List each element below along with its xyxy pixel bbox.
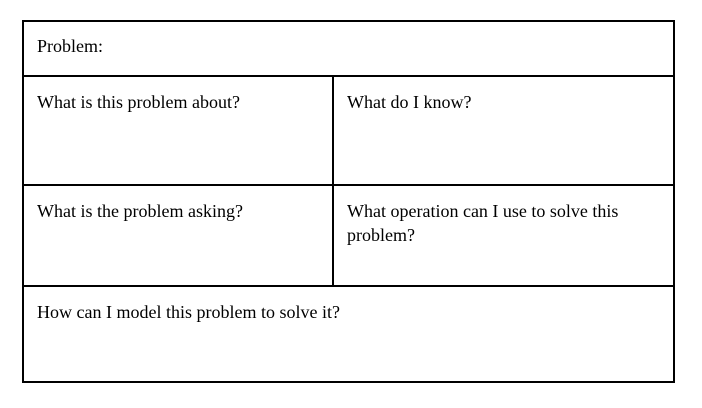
problem-label: Problem:	[37, 36, 103, 56]
about-question: What is this problem about?	[37, 92, 240, 112]
operation-cell	[334, 186, 673, 287]
problem-solving-worksheet	[22, 20, 675, 383]
know-question: What do I know?	[347, 92, 472, 112]
operation-question: What operation can I use to solve this problem?	[347, 201, 619, 245]
asking-question: What is the problem asking?	[37, 201, 243, 221]
problem-cell	[24, 22, 673, 77]
model-question: How can I model this problem to solve it?	[37, 302, 340, 322]
model-cell	[24, 287, 673, 381]
asking-cell	[24, 186, 334, 287]
about-cell	[24, 77, 334, 186]
know-cell	[334, 77, 673, 186]
